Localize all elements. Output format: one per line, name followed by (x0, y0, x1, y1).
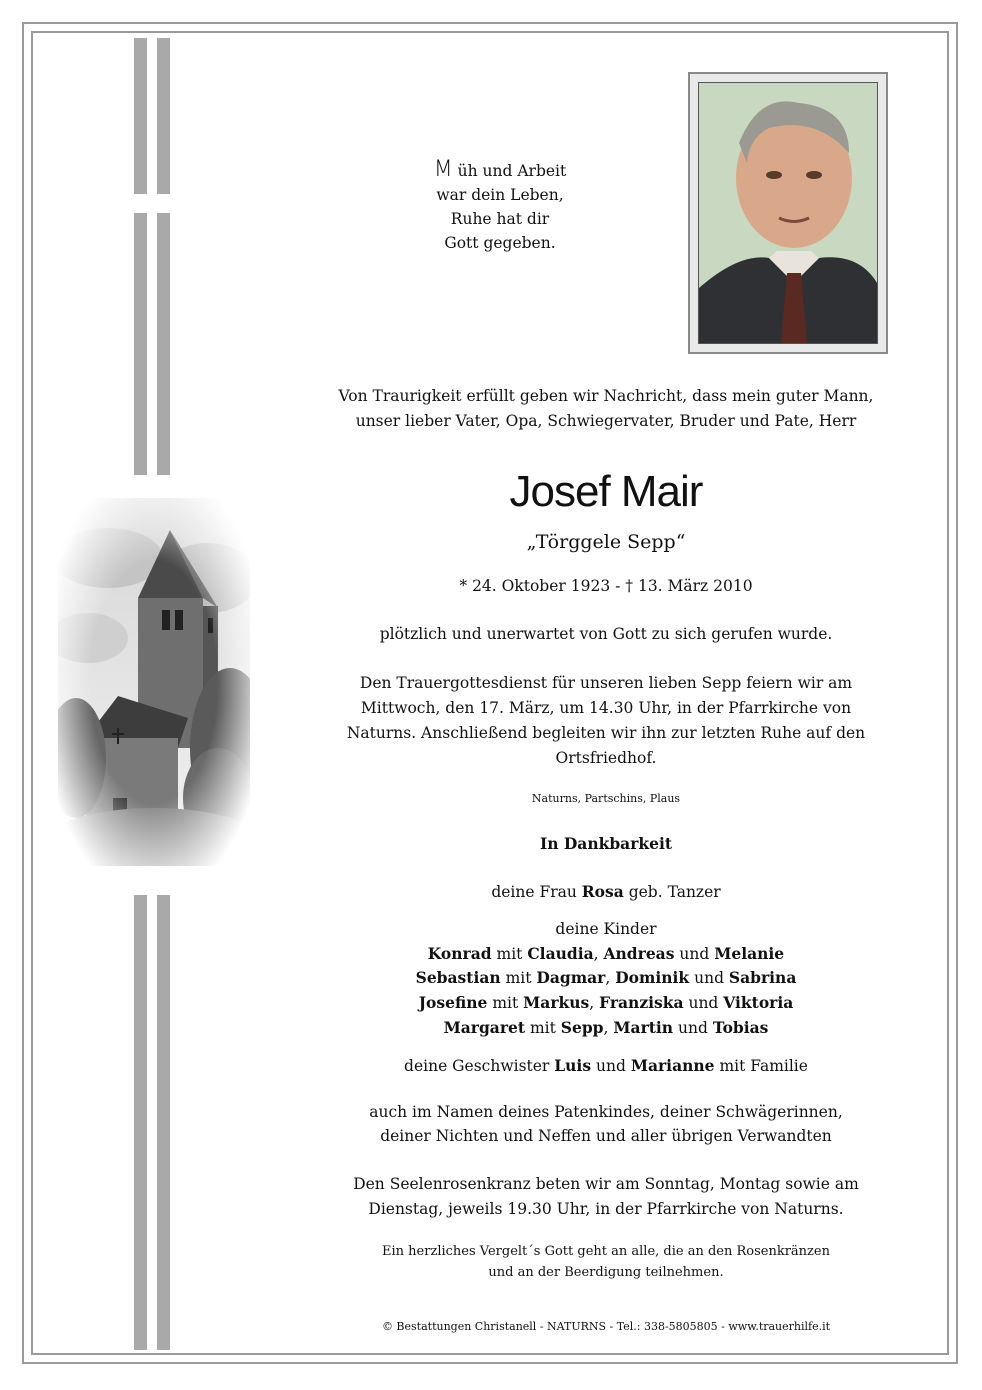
portrait-frame (688, 72, 888, 354)
decor-bar (157, 895, 170, 1350)
partner-name: Claudia (527, 944, 594, 963)
children-line (300, 942, 912, 966)
partner-name: Viktoria (723, 993, 794, 1012)
partner-name: Dagmar (536, 968, 606, 987)
connector: und (673, 1019, 713, 1037)
service-line: Den Trauergottesdienst für unseren lieben Sepp feiern wir am (359, 674, 853, 692)
decor-bar (134, 38, 147, 194)
connector: , (593, 945, 604, 963)
connector: mit (491, 945, 528, 963)
partner-name: Sabrina (728, 968, 797, 987)
siblings-suffix: mit Familie (714, 1057, 808, 1075)
connector: und (689, 969, 729, 987)
relatives-line: deiner Nichten und Neffen und aller übrigen Verwandten (380, 1127, 832, 1145)
wife-name: Rosa (581, 882, 624, 901)
child-name: Franziska (599, 993, 684, 1012)
portrait-photo (698, 82, 878, 344)
thanks-line: Ein herzliches Vergelt´s Gott geht an alle, die an den Rosenkränzen (382, 1244, 830, 1259)
connector: , (589, 994, 600, 1012)
wife-line (300, 880, 912, 904)
intro-line: unser lieber Vater, Opa, Schwiegervater, Bruder und Pate, Herr (355, 412, 857, 430)
decor-bar (134, 213, 147, 475)
child-name: Sebastian (415, 968, 501, 987)
connector: mit (500, 969, 537, 987)
child-name: Andreas (603, 944, 675, 963)
intro-line: Von Traurigkeit erfüllt geben wir Nachricht, dass mein guter Mann, (338, 387, 874, 405)
motto-line (350, 158, 650, 183)
motto-line: Ruhe hat dir (450, 210, 550, 228)
connector: mit (487, 994, 524, 1012)
motto-line: war dein Leben, (436, 186, 564, 204)
places: Naturns, Partschins, Plaus (531, 792, 681, 805)
service-line: Naturns. Anschließend begleiten wir ihn zur letzten Ruhe auf den (346, 724, 866, 742)
sibling-name: Luis (554, 1056, 592, 1075)
connector: und (674, 945, 715, 963)
partner-name: Sepp (560, 1018, 604, 1037)
decor-bar (157, 213, 170, 475)
thanks-line: und an der Beerdigung teilnehmen. (488, 1265, 724, 1280)
child-name: Konrad (427, 944, 492, 963)
child-name: Martin (613, 1018, 674, 1037)
gratitude-heading: In Dankbarkeit (539, 834, 673, 853)
wife-suffix: geb. Tanzer (623, 883, 721, 901)
decor-bar (134, 895, 147, 1350)
rosary-line: Den Seelenrosenkranz beten wir am Sonntag, Montag sowie am (353, 1175, 859, 1193)
wife-prefix: deine Frau (491, 883, 582, 901)
connector: , (603, 1019, 614, 1037)
children-line (300, 1016, 912, 1040)
connector: , (605, 969, 616, 987)
motto-initial: M (433, 157, 453, 182)
children-line (300, 966, 912, 990)
relatives-line: auch im Namen deines Patenkindes, deiner Schwägerinnen, (369, 1103, 843, 1121)
service-line: Ortsfriedhof. (555, 749, 657, 767)
partner-name: Markus (523, 993, 590, 1012)
life-dates: * 24. Oktober 1923 - † 13. März 2010 (459, 577, 753, 595)
siblings-line (300, 1054, 912, 1078)
motto-line: Gott gegeben. (444, 234, 556, 252)
children-label: deine Kinder (555, 920, 657, 938)
deceased-name: Josef Mair (509, 467, 703, 516)
partner-name: Melanie (714, 944, 785, 963)
siblings-prefix: deine Geschwister (404, 1057, 555, 1075)
service-line: Mittwoch, den 17. März, um 14.30 Uhr, in der Pfarrkirche von (360, 699, 852, 717)
child-name: Dominik (615, 968, 690, 987)
children-line (300, 991, 912, 1015)
decor-bar (157, 38, 170, 194)
rosary-line: Dienstag, jeweils 19.30 Uhr, in der Pfarrkirche von Naturns. (368, 1200, 844, 1218)
connector: und (683, 994, 724, 1012)
church-image (58, 498, 250, 866)
nickname: „Törggele Sepp“ (526, 531, 686, 553)
passing-note: plötzlich und unerwartet von Gott zu sich gerufen wurde. (379, 625, 833, 643)
partner-name: Tobias (712, 1018, 769, 1037)
connector: und (591, 1057, 631, 1075)
connector: mit (525, 1019, 561, 1037)
sibling-name: Marianne (630, 1056, 715, 1075)
motto-text: üh und Arbeit (457, 162, 567, 180)
child-name: Margaret (443, 1018, 526, 1037)
child-name: Josefine (418, 993, 488, 1012)
footer-credit: © Bestattungen Christanell - NATURNS - Tel.: 338-5805805 - www.trauerhilfe.it (381, 1320, 831, 1333)
